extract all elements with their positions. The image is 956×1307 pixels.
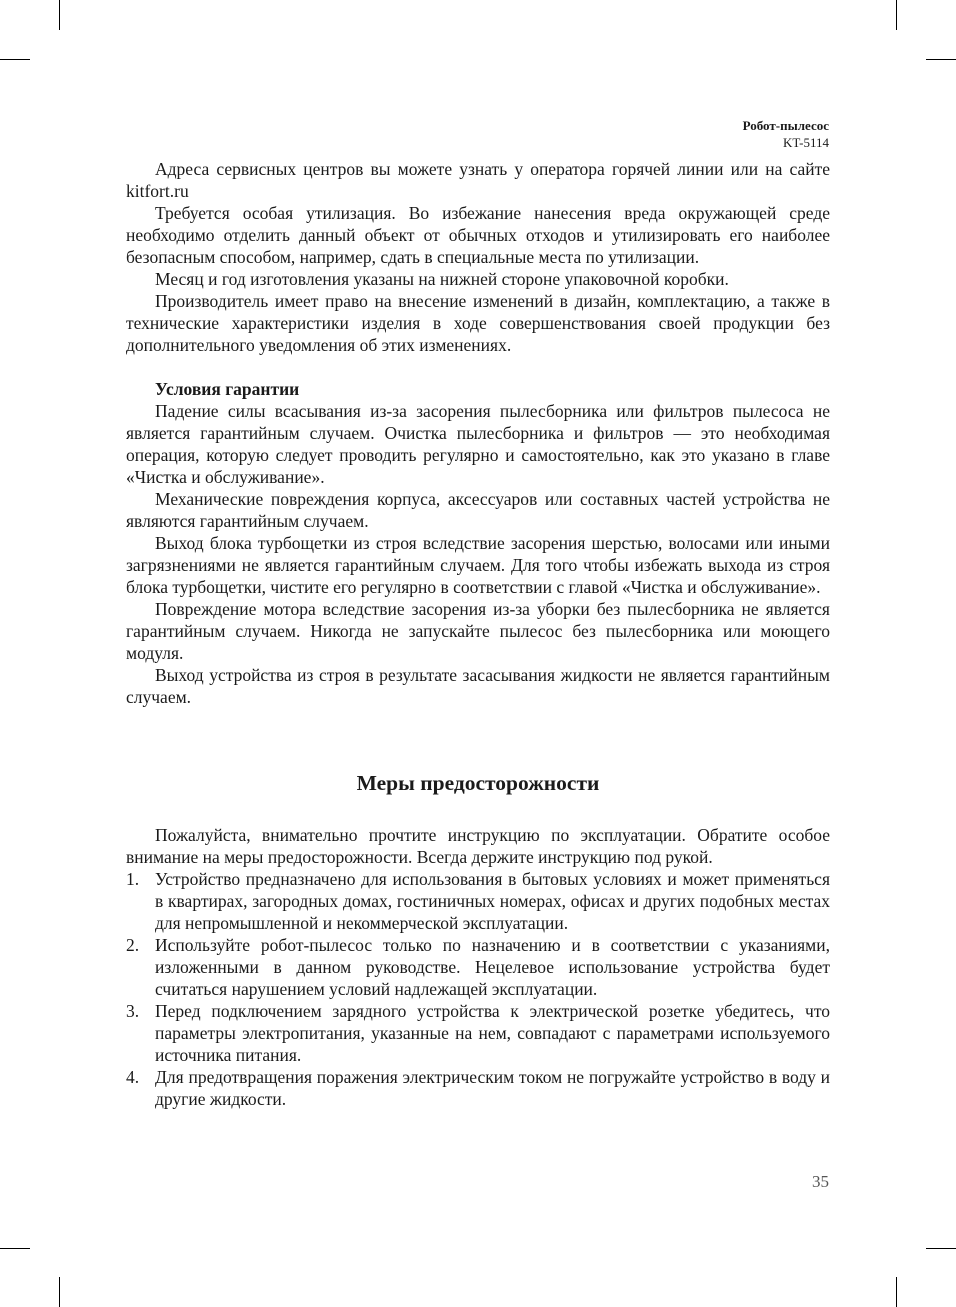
- list-item-number: 2.: [126, 935, 140, 955]
- list-item-number: 3.: [126, 1001, 140, 1021]
- crop-mark: [896, 0, 897, 30]
- list-item-text: Для предотвращения поражения электрическим током не погружайте устройство в воду и другие жидкости.: [155, 1067, 830, 1109]
- crop-mark: [0, 1248, 30, 1249]
- list-item: [126, 934, 830, 1000]
- list-item: [126, 1000, 830, 1066]
- list-item-text: Перед подключением зарядного устройства к электрической розетке убедитесь, что параметры электропитания, указанные на нем, совпадают с параметрами используемого источника питания.: [155, 1001, 830, 1065]
- page-number: 35: [812, 1172, 829, 1191]
- warranty-paragraph: Выход блока турбощетки из строя вследствие засорения шерстью, волосами или иными загрязнениями не является гарантийным случаем. Для того чтобы избежать выхода из строя блока турбощетки, чистите его регулярно в соответствии с главой «Чистка и обслуживание».: [126, 533, 830, 597]
- crop-mark: [926, 1248, 956, 1249]
- crop-mark: [0, 59, 30, 60]
- list-item: [126, 1066, 830, 1110]
- crop-mark: [926, 59, 956, 60]
- page-content: [126, 158, 830, 1110]
- warranty-heading: Условия гарантии: [155, 379, 300, 399]
- crop-mark: [59, 0, 60, 30]
- list-item-text: Используйте робот-пылесос только по назначению и в соответствии с указаниями, изложенными в данном руководстве. Нецелевое использование устройства будет считаться нарушением условий надлежащей эксплуатации.: [155, 935, 830, 999]
- list-item-number: 1.: [126, 869, 140, 889]
- list-item: [126, 868, 830, 934]
- warranty-paragraph: Повреждение мотора вследствие засорения из-за уборки без пылесборника не является гарантийным случаем. Никогда не запускайте пылесос без пылесборника или моющего модуля.: [126, 599, 830, 663]
- precautions-heading: Меры предосторожности: [356, 771, 600, 795]
- crop-mark: [896, 1277, 897, 1307]
- crop-mark: [59, 1277, 60, 1307]
- list-item-text: Устройство предназначено для использования в бытовых условиях и может применяться в квартирах, загородных домах, гостиничных номерах, офисах и других подобных местах для непромышленной и некоммерческой эксплуатации.: [155, 869, 830, 933]
- warranty-paragraph: Падение силы всасывания из-за засорения пылесборника или фильтров пылесоса не является гарантийным случаем. Очистка пылесборника и фильтров — это необходимая операция, которую следует проводить регулярно и самостоятельно, как это указано в главе «Чистка и обслуживание».: [126, 401, 830, 487]
- header-product: Робот-пылесос: [742, 118, 829, 133]
- intro-paragraph: Месяц и год изготовления указаны на нижней стороне упаковочной коробки.: [155, 269, 729, 289]
- precautions-intro: Пожалуйста, внимательно прочтите инструкцию по эксплуатации. Обратите особое внимание на меры предосторожности. Всегда держите инструкцию под рукой.: [126, 825, 830, 867]
- precautions-list: [126, 868, 830, 1110]
- intro-paragraph: Адреса сервисных центров вы можете узнать у оператора горячей линии или на сайте kitfort.ru: [126, 159, 830, 201]
- intro-paragraph: Производитель имеет право на внесение изменений в дизайн, комплектацию, а также в технические характеристики изделия в ходе совершенствования своей продукции без дополнительного уведомления об этих изменениях.: [126, 291, 830, 355]
- warranty-paragraph: Механические повреждения корпуса, аксессуаров или составных частей устройства не являются гарантийным случаем.: [126, 489, 830, 531]
- header-model: KT-5114: [783, 135, 829, 150]
- list-item-number: 4.: [126, 1067, 140, 1087]
- intro-paragraph: Требуется особая утилизация. Во избежание нанесения вреда окружающей среде необходимо отделить данный объект от обычных отходов и утилизировать его наиболее безопасным способом, например, сдать в специальные места по утилизации.: [126, 203, 830, 267]
- warranty-paragraph: Выход устройства из строя в результате засасывания жидкости не является гарантийным случаем.: [126, 665, 830, 707]
- running-header: [743, 117, 829, 151]
